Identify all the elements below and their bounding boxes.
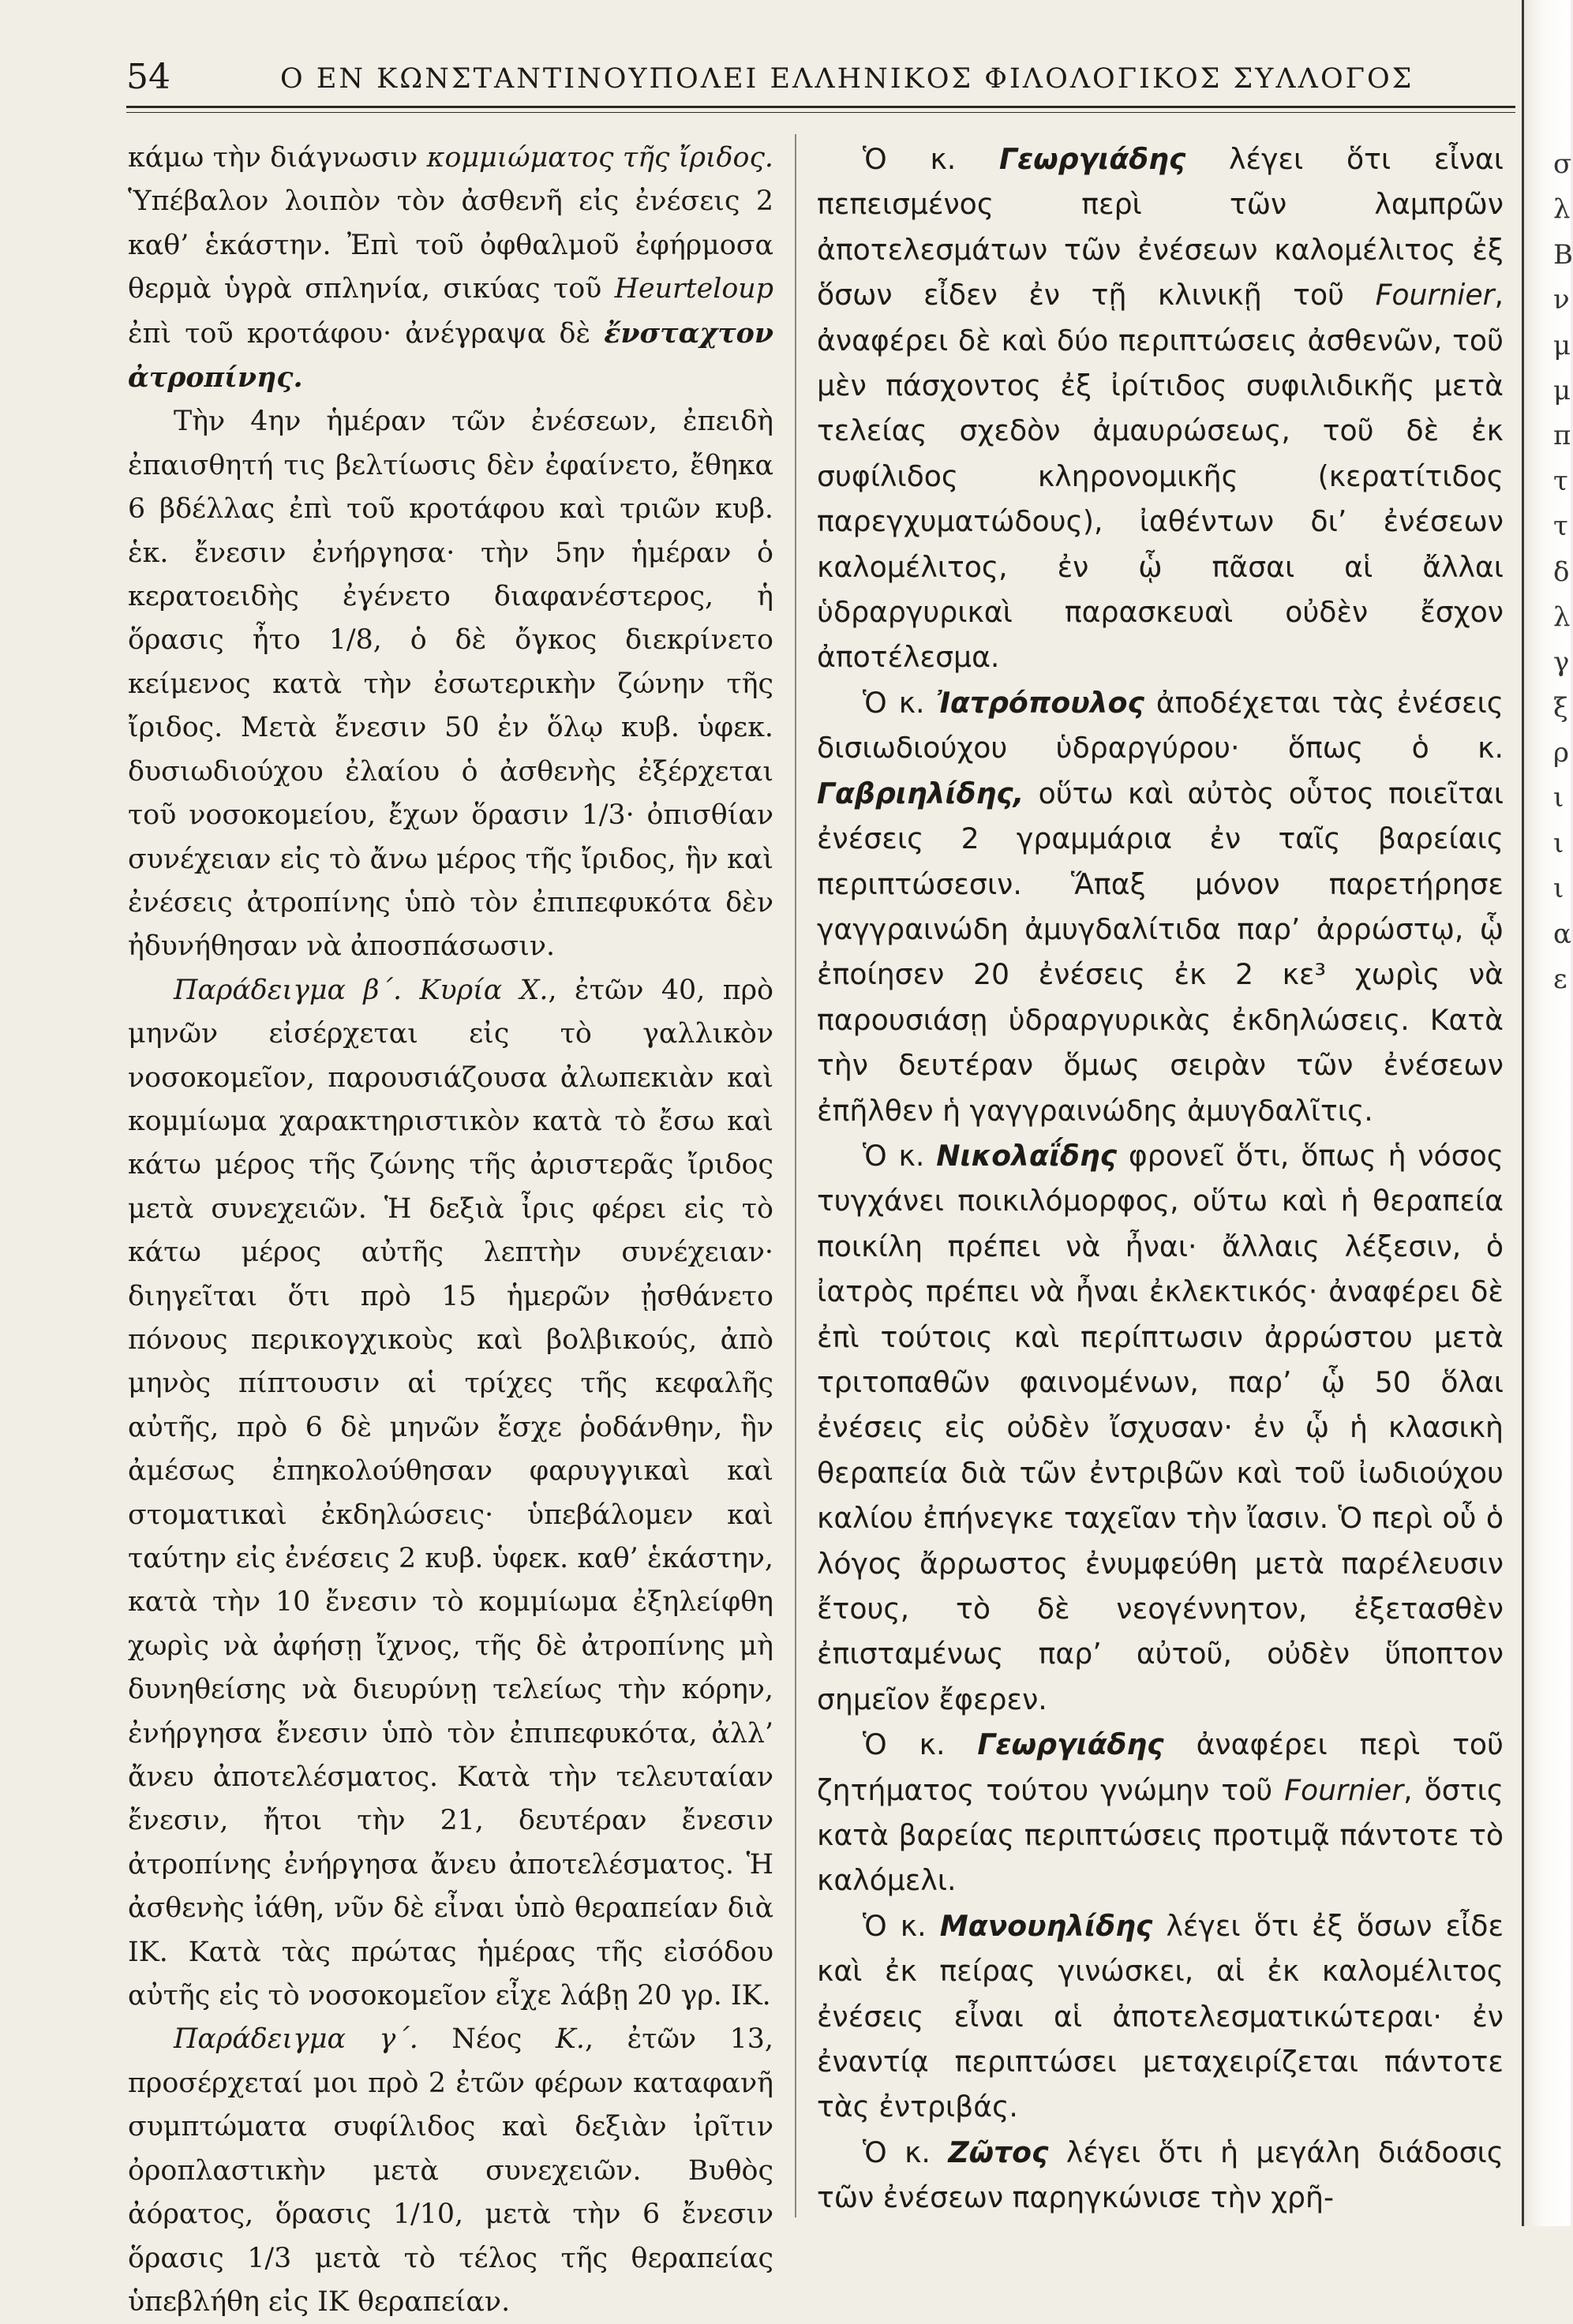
facing-page-letter: λ xyxy=(1553,601,1571,633)
facing-page-letter: ε xyxy=(1553,964,1567,996)
facing-page-letters xyxy=(1553,142,1573,1002)
speaker-name: Μανουηλίδης xyxy=(939,1908,1153,1943)
paragraph xyxy=(817,1903,1504,2130)
paragraph xyxy=(128,969,773,2019)
text-span: Νέος xyxy=(418,2023,556,2056)
text-span: Ὁ κ. xyxy=(863,142,1000,176)
example-heading: Παράδειγμα γ΄. xyxy=(174,2023,418,2056)
text-span: λέγει ὅτι ἡ μεγάλη διάδοσις τῶν ἐνέσεων παρηγκώνισε τὴν χρῆ- xyxy=(817,2135,1504,2215)
text-span: λέγει ὅτι ἐξ ὅσων εἶδε καὶ ἐκ πείρας γινώσκει, αἱ ἐκ καλομέλιτος ἐνέσεις εἶναι αἱ ἀποτελεσματικώτεραι· ἐν ἐναντίᾳ περιπτώσει μεταχειρίζεται πάντοτε τὰς ἐντριβάς. xyxy=(817,1908,1504,2124)
text-span: Ὁ κ. xyxy=(863,685,937,720)
paragraph xyxy=(817,2130,1504,2221)
italic-term: κομμιώματος τῆς ἴριδος. xyxy=(426,142,773,174)
paragraph xyxy=(817,137,1504,680)
facing-page-letter: Β xyxy=(1553,238,1573,271)
facing-page-letter: α xyxy=(1553,918,1571,950)
text-span: λέγει ὅτι εἶναι πεπεισμένος περὶ τῶν λαμπρῶν ἀποτελεσμάτων τῶν ἐνέσεων καλομέλιτος ἐξ ὅσων εἶδεν ἐν τῇ κλινικῇ τοῦ xyxy=(817,142,1504,312)
paragraph xyxy=(817,1722,1504,1903)
facing-page-letter: τ xyxy=(1553,465,1568,497)
text-span: , ἐτῶν 40, πρὸ μηνῶν εἰσέρχεται εἰς τὸ γαλλικὸν νοσοκομεῖον, παρουσιάζουσα ἀλωπεκιὰν καὶ κομμίωμα χαρακτηριστικὸν κατὰ τὸ ἔσω καὶ κάτω μέρος τῆς ζώνης τῆς ἀριστερᾶς ἴριδος μετὰ συνεχειῶν. Ἡ δεξιὰ ἶρις φέρει εἰς τὸ κάτω μέρος αὐτῆς λεπτὴν συνέχειαν· διηγεῖται ὅτι πρὸ 15 ἡμερῶν ᾐσθάνετο πόνους περικογχικοὺς καὶ βολβικούς, ἀπὸ μηνὸς πίπτουσιν αἱ τρίχες τῆς κεφαλῆς αὐτῆς, πρὸ 6 δὲ μηνῶν ἔσχε ῥοδάνθην, ἣν ἀμέσως ἐπηκολούθησαν φαρυγγικαὶ καὶ στοματικαὶ ἐκδηλώσεις· ὑπεβάλομεν καὶ ταύτην εἰς ἐνέσεις 2 κυβ. ὑφεκ. καθ’ ἑκάστην, κατὰ τὴν 10 ἔνεσιν τὸ κομμίωμα ἐξηλείφθη χωρὶς νὰ ἀφήσῃ ἴχνος, τῆς δὲ ἀτροπίνης μὴ δυνηθείσης νὰ διευρύνῃ τελείως τὴν κόρην, ἐνήργησα ἔνεσιν ὑπὸ τὸν ἐπιπεφυκότα, ἀλλ’ ἄνευ ἀποτελέσματος. Κατὰ τὴν τελευταίαν ἔνεσιν, ἤτοι τὴν 21, δευτέραν ἔνεσιν ἀτροπίνης ἐνήργησα ἄνευ ἀποτελέσματος. Ἡ ἀσθενὴς ἰάθη, νῦν δὲ εἶναι ὑπὸ θεραπείαν διὰ ΙΚ. Κατὰ τὰς πρώτας ἡμέρας τῆς εἰσόδου αὐτῆς εἰς τὸ νοσοκομεῖον εἶχε λάβῃ 20 γρ. ΙΚ. xyxy=(128,974,773,2012)
text-span: Ὁ κ. xyxy=(863,1727,978,1762)
facing-page-letter: ι xyxy=(1553,827,1564,859)
paragraph xyxy=(817,680,1504,1133)
text-span: φρονεῖ ὅτι, ὅπως ἡ νόσος τυγχάνει ποικιλόμορφος, οὕτω καὶ ἡ θεραπεία ποικίλη πρέπει νὰ ἦναι· ἄλλαις λέξεσιν, ὁ ἰατρὸς πρέπει νὰ ἦναι ἐκλεκτικός· ἀναφέρει δὲ ἐπὶ τούτοις καὶ περίπτωσιν ἀρρώστου μετὰ τριτοπαθῶν φαινομένων, παρ’ ᾧ 50 ὅλαι ἐνέσεις εἰς οὐδὲν ἴσχυσαν· ἐν ᾧ ἡ κλασικὴ θεραπεία διὰ τῶν ἐντριβῶν καὶ τοῦ ἰωδιούχου καλίου ἐπήνεγκε ταχεῖαν τὴν ἴασιν. Ὁ περὶ οὗ ὁ λόγος ἄρρωστος ἐνυμφεύθη μετὰ παρέλευσιν ἔτους, τὸ δὲ νεογέννητον, ἐξετασθὲν ἐπισταμένως παρ’ αὐτοῦ, οὐδὲν ὕποπτον σημεῖον ἔφερεν. xyxy=(817,1138,1504,1716)
facing-page-letter: ν xyxy=(1553,284,1570,316)
text-span: Ὁ κ. xyxy=(863,1908,940,1943)
text-span: Ὑπέβαλον λοιπὸν τὸν ἀσθενῆ εἰς ἐνέσεις 2 καθ’ ἑκάστην. Ἐπὶ τοῦ ὀφθαλμοῦ ἐφήρμοσα θερμὰ ὑγρὰ σπληνία, σικύας τοῦ xyxy=(128,185,773,305)
facing-page-letter: μ xyxy=(1553,374,1571,406)
facing-page-letter: ρ xyxy=(1553,737,1569,769)
speaker-name: Γαβριηλίδης, xyxy=(817,776,1024,810)
text-span: Ὁ κ. xyxy=(863,1138,937,1173)
right-column xyxy=(817,137,1504,2221)
facing-page-letter: π xyxy=(1553,420,1571,452)
speaker-name: Γεωργιάδης xyxy=(977,1727,1164,1762)
facing-page-letter: τ xyxy=(1553,511,1568,543)
text-span: ἐπὶ τοῦ κροτάφου· ἀνέγραψα δὲ xyxy=(128,317,605,350)
italic-term: Heurteloup xyxy=(614,273,773,305)
italic-term: Fournier xyxy=(1375,278,1495,312)
paragraph xyxy=(817,1133,1504,1722)
page-number: 54 xyxy=(126,57,170,97)
facing-page-letter: λ xyxy=(1553,193,1571,226)
text-span: κάμω τὴν διάγνωσιν xyxy=(128,142,427,174)
facing-page-letter: ξ xyxy=(1553,691,1568,724)
text-span: ἀποδέχεται τὰς ἐνέσεις δισιωδιούχου ὑδραργύρου· ὅπως ὁ κ. xyxy=(817,685,1504,765)
text-span: Ὁ κ. xyxy=(863,2135,949,2169)
example-heading: Παράδειγμα β΄. Κυρία Χ. xyxy=(174,974,549,1006)
text-span: , ἐτῶν 13, προσέρχεταί μοι πρὸ 2 ἐτῶν φέρων καταφανῆ συμπτώματα συφίλιδος καὶ δεξιὰν ἰρῖτιν ὀροπλαστικὴν μετὰ συνεχειῶν. Βυθὸς ἀόρατος, ὅρασις 1/10, μετὰ τὴν 6 ἔνεσιν ὅρασις 1/3 μετὰ τὸ τέλος τῆς θεραπείας ὑπεβλήθη εἰς ΙΚ θεραπείαν. xyxy=(128,2023,773,2318)
text-span: , ὅστις κατὰ βαρείας περιπτώσεις προτιμᾷ πάντοτε τὸ καλόμελι. xyxy=(817,1772,1504,1898)
text-span: ἀναφέρει περὶ τοῦ ζητήματος τούτου γνώμην τοῦ xyxy=(817,1727,1504,1807)
speaker-name: Νικολαΐδης xyxy=(936,1138,1118,1173)
text-span: , ἀναφέρει δὲ καὶ δύο περιπτώσεις ἀσθενῶν, τοῦ μὲν πάσχοντος ἐξ ἰρίτιδος συφιλιδικῆς μετὰ τελείας σχεδὸν ἀμαυρώσεως, τοῦ δὲ ἐκ συφίλιδος κληρονομικῆς (κερατίτιδος παρεγχυματώδους), ἰαθέντων δι’ ἐνέσεων καλομέλιτος, ἐν ᾧ πᾶσαι αἱ ἄλλαι ὑδραργυρικαὶ παρασκευαὶ οὐδὲν ἔσχον ἀποτέλεσμα. xyxy=(817,278,1504,675)
header-rule-thick xyxy=(126,106,1515,108)
running-title: Ο ΕΝ ΚΩΝΣΤΑΝΤΙΝΟΥΠΟΛΕΙ ΕΛΛΗΝΙΚΟΣ ΦΙΛΟΛΟΓΙΚΟΣ ΣΥΛΛΟΓΟΣ xyxy=(280,63,1414,95)
speaker-name: Γεωργιάδης xyxy=(999,142,1186,176)
column-divider xyxy=(795,134,796,2217)
header-rule-thin xyxy=(126,112,1515,113)
paragraph xyxy=(128,2018,773,2324)
facing-page-letter: γ xyxy=(1553,646,1570,679)
facing-page-letter: μ xyxy=(1553,329,1571,361)
text-span: οὕτω καὶ αὐτὸς οὗτος ποιεῖται ἐνέσεις 2 γραμμάρια ἐν ταῖς βαρείαις περιπτώσεσιν. Ἅπαξ μόνον παρετήρησε γαγγραινώδη ἀμυγδαλίτιδα παρ’ ἀρρώστῳ, ᾧ ἐποίησεν 20 ἐνέσεις ἐκ 2 κε³ χωρὶς νὰ παρουσιάσῃ ὑδραργυρικὰς ἐκδηλώσεις. Κατὰ τὴν δευτέραν ὅμως σειρὰν τῶν ἐνέσεων ἐπῆλθεν ἡ γαγγραινώδης ἀμυγδαλῖτις. xyxy=(817,776,1504,1128)
facing-page-letter: δ xyxy=(1553,556,1570,588)
speaker-name: Ζῶτος xyxy=(948,2135,1049,2169)
paragraph: Τὴν 4ην ἡμέραν τῶν ἐνέσεων, ἐπειδὴ ἐπαισθητή τις βελτίωσις δὲν ἐφαίνετο, ἔθηκα 6 βδέλλας ἐπὶ τοῦ κροτάφου καὶ τριῶν κυβ. ἑκ. ἔνεσιν ἐνήργησα· τὴν 5ην ἡμέραν ὁ κερατοειδὴς ἐγένετο διαφανέστερος, ἡ ὅρασις ἦτο 1/8, ὁ δὲ ὄγκος διεκρίνετο κείμενος κατὰ τὴν ἐσωτερικὴν ζώνην τῆς ἴριδος. Μετὰ ἔνεσιν 50 ἐν ὅλῳ κυβ. ὑφεκ. δυσιωδιούχου ἐλαίου ὁ ἀσθενὴς ἐξέρχεται τοῦ νοσοκομείου, ἔχων ὅρασιν 1/3· ὀπισθίαν συνέχειαν εἰς τὸ ἄνω μέρος τῆς ἴριδος, ἣν καὶ ἐνέσεις ἀτροπίνης ὑπὸ τὸν ἐπιπεφυκότα δὲν ἠδυνήθησαν νὰ ἀποσπάσωσιν. xyxy=(128,406,773,963)
facing-page-letter: ι xyxy=(1553,873,1564,905)
italic-term: Fournier xyxy=(1284,1772,1404,1807)
page-header xyxy=(126,57,1515,101)
facing-page-letter: σ xyxy=(1553,148,1572,180)
left-column xyxy=(128,137,773,2324)
facing-page-letter: ι xyxy=(1553,782,1564,814)
paragraph xyxy=(128,137,773,400)
italic-term: ἔνσταχτον ἀτροπίνης. xyxy=(128,316,773,395)
speaker-name: Ἰατρόπουλος xyxy=(936,685,1144,720)
italic-term: Κ. xyxy=(555,2023,585,2056)
